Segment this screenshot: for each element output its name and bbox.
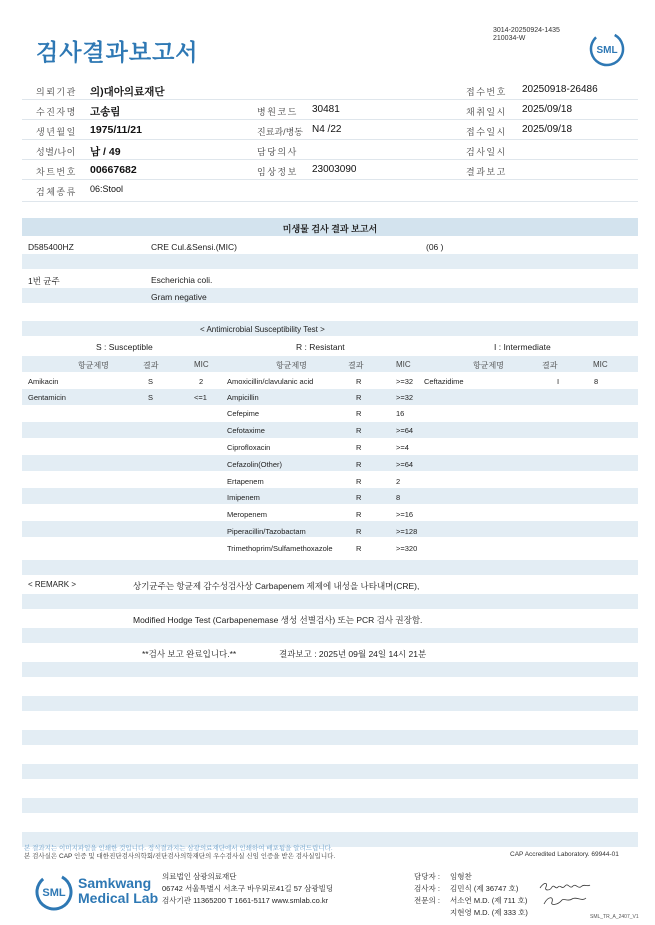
client-label: 의뢰기관 xyxy=(36,87,77,97)
col2-result-header: 결과 xyxy=(348,361,364,370)
ast-result: R xyxy=(356,510,362,519)
ast-drug: Ertapenem xyxy=(227,477,264,486)
band xyxy=(22,764,638,779)
name-label: 수진자명 xyxy=(36,107,77,117)
remark-line-1: 상기균주는 항균제 감수성검사상 Carbapenem 제제에 내성을 나타내며(CRE), xyxy=(133,581,420,591)
hospital-code-label: 병원코드 xyxy=(257,107,298,117)
report-section-title: 미생물 검사 결과 보고서 xyxy=(282,224,378,234)
isolate-label: 1번 균주 xyxy=(28,276,60,286)
ast-drug: Cefotaxime xyxy=(227,426,265,435)
form-number: SML_TR_A_2407_V1 xyxy=(590,914,639,920)
ast-mic: >=32 xyxy=(396,393,414,402)
ast-mic: >=32 xyxy=(396,377,414,386)
organism-name: Escherichia coli. xyxy=(151,275,213,285)
gram-stain: Gram negative xyxy=(151,292,207,302)
ast-result: R xyxy=(356,409,362,418)
signature xyxy=(538,878,593,910)
ast-result: R xyxy=(356,460,362,469)
tester-label: 검사자 : xyxy=(414,884,440,893)
band xyxy=(22,662,638,677)
band xyxy=(22,730,638,745)
legend-resistant: R : Resistant xyxy=(296,342,345,352)
svg-text:SML: SML xyxy=(42,887,66,899)
ast-drug: Meropenem xyxy=(227,510,268,519)
ast-mic: 8 xyxy=(396,493,401,502)
ast-mic: >=4 xyxy=(396,443,409,452)
col3-mic-header: MIC xyxy=(593,360,608,369)
ast-mic: >=16 xyxy=(396,510,414,519)
ast-result: R xyxy=(356,544,362,553)
ast-title: < Antimicrobial Susceptibility Test > xyxy=(200,325,325,334)
col2-mic-header: MIC xyxy=(396,360,411,369)
ast-drug: Ciprofloxacin xyxy=(227,443,271,452)
ast-drug: Piperacillin/Tazobactam xyxy=(227,527,306,536)
chart-value: 00667682 xyxy=(90,164,137,176)
collect-date-label: 채취일시 xyxy=(466,107,507,117)
report-time: 결과보고 : 2025년 09월 24일 14시 21분 xyxy=(279,649,427,659)
hospital-code-value: 30481 xyxy=(312,104,340,115)
report-complete: **검사 보고 완료입니다.** xyxy=(142,649,237,659)
col3-drug-header: 항균제명 xyxy=(473,361,504,370)
ast-result: R xyxy=(356,443,362,452)
band xyxy=(22,594,638,609)
org-address: 06742 서울특별시 서초구 바우뫼로41길 57 삼광빌딩 xyxy=(162,884,334,893)
info-row-5 xyxy=(22,160,638,180)
ast-mic: 8 xyxy=(594,377,599,386)
expert-name-2: 지현영 M.D. (제 333 호) xyxy=(450,908,528,917)
ast-result: R xyxy=(356,393,362,402)
sml-logo xyxy=(589,31,625,67)
ast-result: R xyxy=(356,377,362,386)
ast-mic: 16 xyxy=(396,409,405,418)
info-row-1 xyxy=(22,80,638,100)
ast-mic: 2 xyxy=(396,477,401,486)
notice-accreditation: 본 검사실은 CAP 인증 및 대한진단검사의학회/진단검사의학재단의 우수검사실 신임 인증을 받은 검사실입니다. xyxy=(24,853,336,860)
band xyxy=(22,560,638,575)
receipt-no-value: 20250918-26486 xyxy=(522,84,598,95)
col2-drug-header: 항균제명 xyxy=(276,361,307,370)
ast-result: S xyxy=(148,377,154,386)
ast-result: S xyxy=(148,393,154,402)
band xyxy=(22,254,638,269)
expert-label: 전문의 : xyxy=(414,896,440,905)
chart-label: 차트번호 xyxy=(36,167,77,177)
info-row-6 xyxy=(22,180,638,202)
remark-line-2: Modified Hodge Test (Carbapenemase 생성 선별검사) 또는 PCR 검사 권장함. xyxy=(133,615,423,625)
dob-label: 생년월일 xyxy=(36,127,77,137)
col1-mic-header: MIC xyxy=(194,360,209,369)
receive-date-label: 접수일시 xyxy=(466,127,507,137)
ast-drug: Cefepime xyxy=(227,409,260,418)
collect-date-value: 2025/09/18 xyxy=(522,104,573,115)
org-name: 의료법인 삼광의료재단 xyxy=(162,872,237,881)
ast-drug: Cefazolin(Other) xyxy=(227,460,283,469)
ast-drug: Amikacin xyxy=(28,377,59,386)
doctor-label: 담당의사 xyxy=(257,147,298,157)
receive-date-value: 2025/09/18 xyxy=(522,124,573,135)
client-value: 의)대아의료재단 xyxy=(90,86,165,98)
legend-susceptible: S : Susceptible xyxy=(96,342,153,352)
col1-drug-header: 항균제명 xyxy=(78,361,109,370)
sml-footer-logo xyxy=(34,872,74,912)
org-contact: 검사기관 11365200 T 1661-5117 www.smlab.co.kr xyxy=(162,896,329,905)
legend-intermediate: I : Intermediate xyxy=(494,342,551,352)
svg-text:SML: SML xyxy=(596,45,618,56)
exam-date-label: 검사일시 xyxy=(466,147,507,157)
test-name: CRE Cul.&Sensi.(MIC) xyxy=(151,242,237,252)
expert-name-1: 서소연 M.D. (제 711 호) xyxy=(450,896,528,905)
ast-mic: 2 xyxy=(199,377,204,386)
name-value: 고송림 xyxy=(90,106,121,118)
dept-value: N4 /22 xyxy=(312,124,342,135)
ast-result: R xyxy=(356,426,362,435)
ast-drug: Amoxicillin/clavulanic acid xyxy=(227,377,314,386)
band xyxy=(22,628,638,643)
band xyxy=(22,798,638,813)
notice-image-copy: 본 결과지는 이미지파일을 인쇄한 것입니다. 정식결과지는 삼광의료재단에서 인쇄하여 배포됨을 알려드립니다. xyxy=(24,845,333,852)
page-title: 검사결과보고서 xyxy=(36,39,199,65)
dept-label: 진료과/병동 xyxy=(257,127,303,137)
ast-drug: Gentamicin xyxy=(28,393,66,402)
sex-age-value: 남 / 49 xyxy=(90,146,121,158)
staff-name: 임형찬 xyxy=(450,872,472,881)
ast-result: R xyxy=(356,527,362,536)
sex-age-label: 성별/나이 xyxy=(36,147,76,157)
test-sub: (06 ) xyxy=(426,242,444,252)
ast-mic: >=64 xyxy=(396,460,414,469)
dob-value: 1975/11/21 xyxy=(90,124,142,136)
ast-mic: <=1 xyxy=(194,393,207,402)
info-row-4 xyxy=(22,140,638,160)
ast-result: R xyxy=(356,493,362,502)
col3-result-header: 결과 xyxy=(542,361,558,370)
tester-name: 김민식 (제 36747 호) xyxy=(450,884,519,893)
band xyxy=(22,288,638,303)
info-row-3 xyxy=(22,120,638,140)
ast-drug: Ampicillin xyxy=(227,393,259,402)
ast-drug: Imipenem xyxy=(227,493,260,502)
band xyxy=(22,321,638,336)
band xyxy=(22,389,638,405)
band xyxy=(22,488,638,504)
col1-result-header: 결과 xyxy=(143,361,159,370)
ast-result: I xyxy=(557,377,560,386)
specimen-value: 06:Stool xyxy=(90,184,124,194)
ast-mic: >=128 xyxy=(396,527,418,536)
band xyxy=(22,696,638,711)
specimen-label: 검체종류 xyxy=(36,187,77,197)
ast-result: R xyxy=(356,477,362,486)
ast-mic: >=320 xyxy=(396,544,418,553)
band xyxy=(22,521,638,537)
staff-label: 담당자 : xyxy=(414,872,440,881)
info-row-2 xyxy=(22,100,638,120)
ast-drug: Ceftazidime xyxy=(424,377,464,386)
band xyxy=(22,422,638,438)
clinical-value: 23003090 xyxy=(312,164,357,175)
remark-label: < REMARK > xyxy=(28,580,77,589)
clinical-label: 임상정보 xyxy=(257,167,298,177)
report-label: 결과보고 xyxy=(466,167,507,177)
ast-mic: >=64 xyxy=(396,426,414,435)
band xyxy=(22,455,638,471)
test-code: D585400HZ xyxy=(28,242,74,252)
receipt-no-label: 접수번호 xyxy=(466,87,507,97)
brand-name: Samkwang Medical Lab xyxy=(78,875,159,906)
document-number: 3014-20250924-1435 210034-W xyxy=(493,27,560,42)
ast-drug: Trimethoprim/Sulfamethoxazole xyxy=(227,544,333,553)
cap-accreditation: CAP Accredited Laboratory. 69944-01 xyxy=(510,851,619,858)
